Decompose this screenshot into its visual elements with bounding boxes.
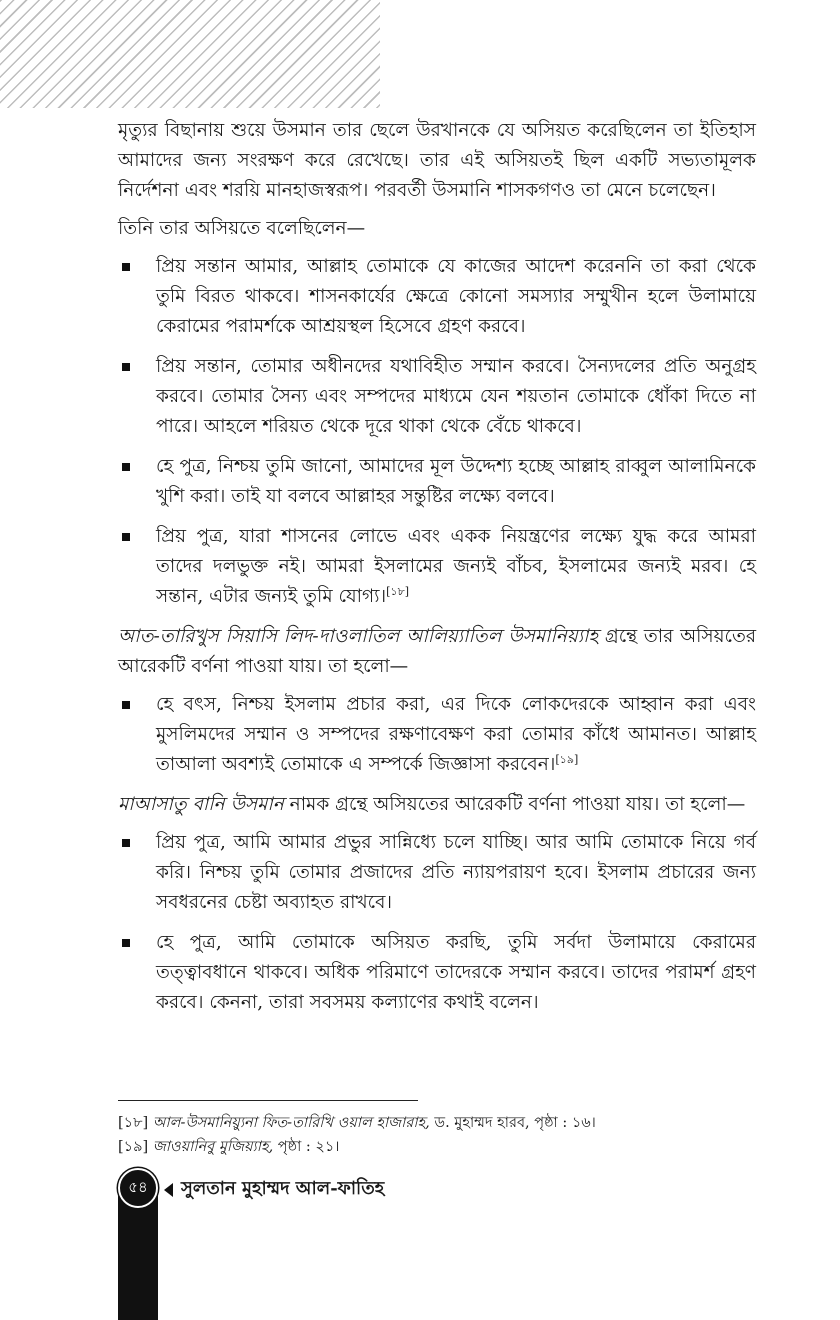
list-item: হে বৎস, নিশ্চয় ইসলাম প্রচার করা, এর দিকে লোকদেরকে আহ্বান করা এবং মুসলিমদের সম্মান ও সম্পদের রক্ষণাবেক্ষণ করা তোমার কাঁধে আমানত। আল্লাহ তাআলা অবশ্যই তোমাকে এ সম্পর্কে জিজ্ঞাসা করবেন।[১৯] [118, 690, 756, 780]
bullet-list-2 [118, 690, 756, 780]
footnote-ref[interactable]: [১৮] [386, 584, 409, 598]
footnote-item: [১৯] জাওয়ানিবু মুজিয়্যাহ, পৃষ্ঠা : ২১। [118, 1139, 340, 1155]
footnote-ref[interactable]: [১৯] [555, 752, 579, 766]
page-body [118, 116, 756, 1028]
lead-paragraph-1: তিনি তার অসিয়তে বলেছিলেন— [118, 218, 366, 239]
bullet-square-icon [122, 839, 130, 847]
bullet-square-icon [122, 463, 130, 471]
list-item: হে পুত্র, নিশ্চয় তুমি জানো, আমাদের মূল উদ্দেশ্য হচ্ছে আল্লাহ রাব্বুল আলামিনকে খুশি করা। তাই যা বলবে আল্লাহর সন্তুষ্টির লক্ষ্যে বলবে। [118, 452, 756, 512]
bullet-square-icon [122, 363, 130, 371]
footnote-divider [118, 1100, 418, 1101]
list-item: প্রিয় পুত্র, যারা শাসনের লোভে এবং একক নিয়ন্ত্রণের লক্ষ্যে যুদ্ধ করে আমরা তাদের দলভুক্ত নই। আমরা ইসলামের জন্যই বাঁচব, ইসলামের জন্যই মরব। হে সন্তান, এটার জন্যই তুমি যোগ্য।[১৮] [118, 522, 756, 612]
page-edge-bar [118, 1190, 158, 1320]
bullet-square-icon [122, 263, 130, 271]
running-title: সুলতান মুহাম্মদ আল-ফাতিহ [181, 1178, 385, 1199]
book-title: মাআসাতু বানি উসমান [118, 794, 284, 815]
page-number-badge: ৫৪ [118, 1168, 158, 1208]
footnote-item: [১৮] আল-উসমানিয়্যুনা ফিত-তারিখি ওয়াল হাজারাহ, ড. মুহাম্মদ হারব, পৃষ্ঠা : ১৬। [118, 1115, 596, 1131]
list-item: প্রিয় সন্তান, তোমার অধীনদের যথাবিহীত সম্মান করবে। সৈন্যদলের প্রতি অনুগ্রহ করবে। তোমার সৈন্য এবং সম্পদের মাধ্যমে যেন শয়তান তোমাকে ধোঁকা দিতে না পারে। আহলে শরিয়ত থেকে দূরে থাকা থেকে বেঁচে থাকবে। [118, 352, 756, 442]
triangle-left-icon [164, 1183, 173, 1197]
bullet-square-icon [122, 701, 130, 709]
bullet-square-icon [122, 939, 130, 947]
list-item: প্রিয় সন্তান আমার, আল্লাহ তোমাকে যে কাজের আদেশ করেননি তা করা থেকে তুমি বিরত থাকবে। শাসনকার্যের ক্ষেত্রে কোনো সমস্যার সম্মুখীন হলে উলামায়ে কেরামের পরামর্শকে আশ্রয়স্থল হিসেবে গ্রহণ করবে। [118, 252, 756, 342]
paragraph-2: আত-তারিখুস সিয়াসি লিদ-দাওলাতিল আলিয়্যাতিল উসমানিয়্যাহ গ্রন্থে তার অসিয়তের আরেকটি বর্ণনা পাওয়া যায়। তা হলো— [118, 626, 757, 677]
paragraph-3: মাআসাতু বানি উসমান নামক গ্রন্থে অসিয়তের আরেকটি বর্ণনা পাওয়া যায়। তা হলো— [118, 794, 746, 815]
intro-paragraph: মৃত্যুর বিছানায় শুয়ে উসমান তার ছেলে উরখানকে যে অসিয়ত করেছিলেন তা ইতিহাস আমাদের জন্য সংরক্ষণ করে রেখেছে। তার এই অসিয়তই ছিল একটি সভ্যতামূলক নির্দেশনা এবং শরয়ি মানহাজস্বরূপ। পরবর্তী উসমানি শাসকগণও তা মেনে চলেছেন। [118, 120, 756, 201]
decorative-hatch-pattern [0, 0, 380, 108]
bullet-square-icon [122, 533, 130, 541]
book-title: আত-তারিখুস সিয়াসি লিদ-দাওলাতিল আলিয়্যাতিল উসমানিয়্যাহ [118, 626, 599, 647]
running-footer [164, 1174, 384, 1205]
footnotes [118, 1111, 758, 1159]
list-item: হে পুত্র, আমি তোমাকে অসিয়ত করছি, তুমি সর্বদা উলামায়ে কেরামের তত্ত্বাবধানে থাকবে। অধিক পরিমাণে তাদেরকে সম্মান করবে। তাদের পরামর্শ গ্রহণ করবে। কেননা, তারা সবসময় কল্যাণের কথাই বলেন। [118, 928, 756, 1018]
bullet-list-3 [118, 828, 756, 1018]
bullet-list-1 [118, 252, 756, 612]
list-item: প্রিয় পুত্র, আমি আমার প্রভুর সান্নিধ্যে চলে যাচ্ছি। আর আমি তোমাকে নিয়ে গর্ব করি। নিশ্চয় তুমি তোমার প্রজাদের প্রতি ন্যায়পরায়ণ হবে। ইসলাম প্রচারের জন্য সবধরনের চেষ্টা অব্যাহত রাখবে। [118, 828, 756, 918]
